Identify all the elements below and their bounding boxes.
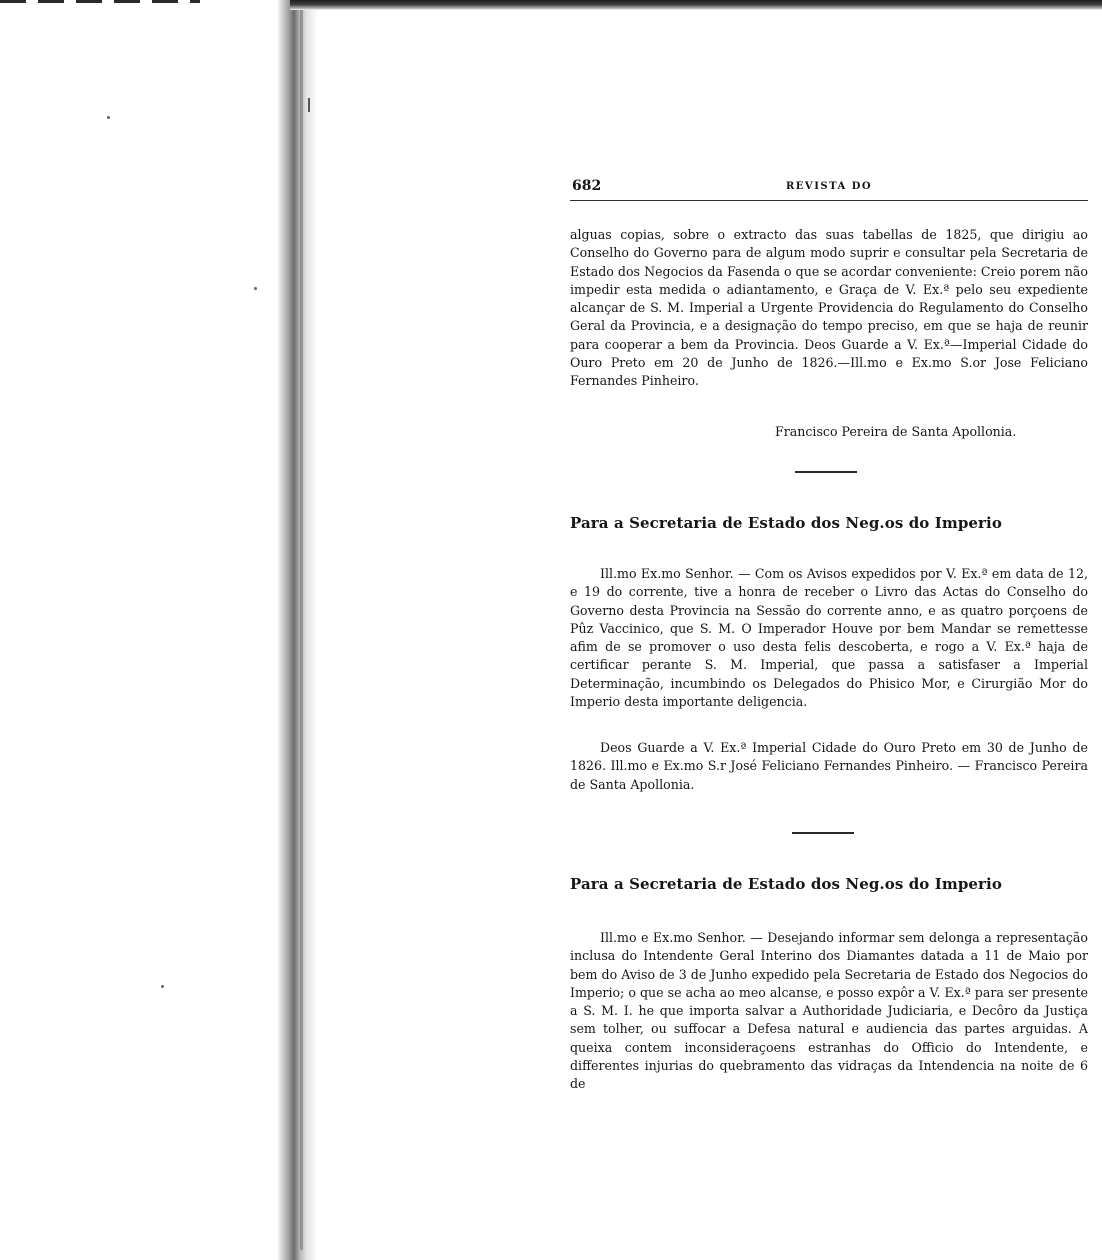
paper-speck [107,116,110,119]
letter-2-closing: Deos Guarde a V. Ex.ª Imperial Cidade do Ouro Preto em 30 de Junho de 1826. Ill.mo e Ex.mo S.r José Feliciano Fernandes Pinheiro. — Francisco Pereira de Santa Apollonia. [570,740,1088,792]
paper-speck [161,985,164,988]
paper-speck [254,287,257,290]
letter-1-signature: Francisco Pereira de Santa Apollonia. [775,424,1017,439]
letter-2-heading: Para a Secretaria de Estado dos Neg.os do Imperio [570,514,1002,532]
book-gutter-shadow [278,0,318,1260]
page-top-edge-shadow [290,0,1102,10]
facing-page-edge-marks [0,0,200,3]
running-head: REVISTA DO [786,181,873,192]
page-mark [308,98,310,112]
facing-page-margin [0,0,278,1260]
page-header [570,178,1088,201]
gutter-fold-line [300,10,303,1250]
letter-1-body: alguas copias, sobre o extracto das suas tabellas de 1825, que dirigiu ao Conselho do Governo para de algum modo suprir e consultar pela Secretaria de Estado dos Negocios da Fasenda o que se acordar conveniente: Creio porem não impedir esta medida o adiantamento, e Graça de V. Ex.ª pelo seu expediente alcançar de S. M. Imperial a Urgente Providencia do Regulamento do Conselho Geral da Provincia, e a designação do tempo preciso, em que se haja de reunir para cooperar a bem da Provincia. Deos Guarde a V. Ex.ª—Imperial Cidade do Ouro Preto em 20 de Junho de 1826.—Ill.mo e Ex.mo S.or Jose Feliciano Fernandes Pinheiro. [570,227,1088,389]
section-divider [792,832,854,834]
letter-3-heading: Para a Secretaria de Estado dos Neg.os do Imperio [570,875,1002,893]
section-divider [795,471,857,473]
page-number: 682 [572,178,602,194]
letter-3-body: Ill.mo e Ex.mo Senhor. — Desejando informar sem delonga a representação inclusa do Intendente Geral Interino dos Diamantes datada a 11 de Maio por bem do Aviso de 3 de Junho expedido pela Secretaria de Estado dos Negocios do Imperio; o que se acha ao meo alcanse, e posso expôr a V. Ex.ª para ser presente a S. M. I. he que importa salvar a Authoridade Judiciaria, e Decôro da Justiça sem tolher, ou suffocar a Defesa natural e audiencia das partes arguidas. A queixa contem inconsideraçoens estranhas do Officio do Intendente, e differentes injurias do quebramento das vidraças da Intendencia na noite de 6 de [570,930,1088,1092]
letter-2-body: Ill.mo Ex.mo Senhor. — Com os Avisos expedidos por V. Ex.ª em data de 12, e 19 do corrente, tive a honra de receber o Livro das Actas do Conselho do Governo desta Provincia na Sessão do corrente anno, e as quatro porçoens de Pûz Vaccinico, que S. M. O Imperador Houve por bem Mandar se remettesse afim de se promover o uso desta felis descoberta, e rogo a V. Ex.ª haja de certificar perante S. M. Imperial, que passa a satisfaser a Imperial Determinação, incumbindo os Delegados do Phisico Mor, e Cirurgião Mor do Imperio desta importante deligencia. [570,566,1088,710]
